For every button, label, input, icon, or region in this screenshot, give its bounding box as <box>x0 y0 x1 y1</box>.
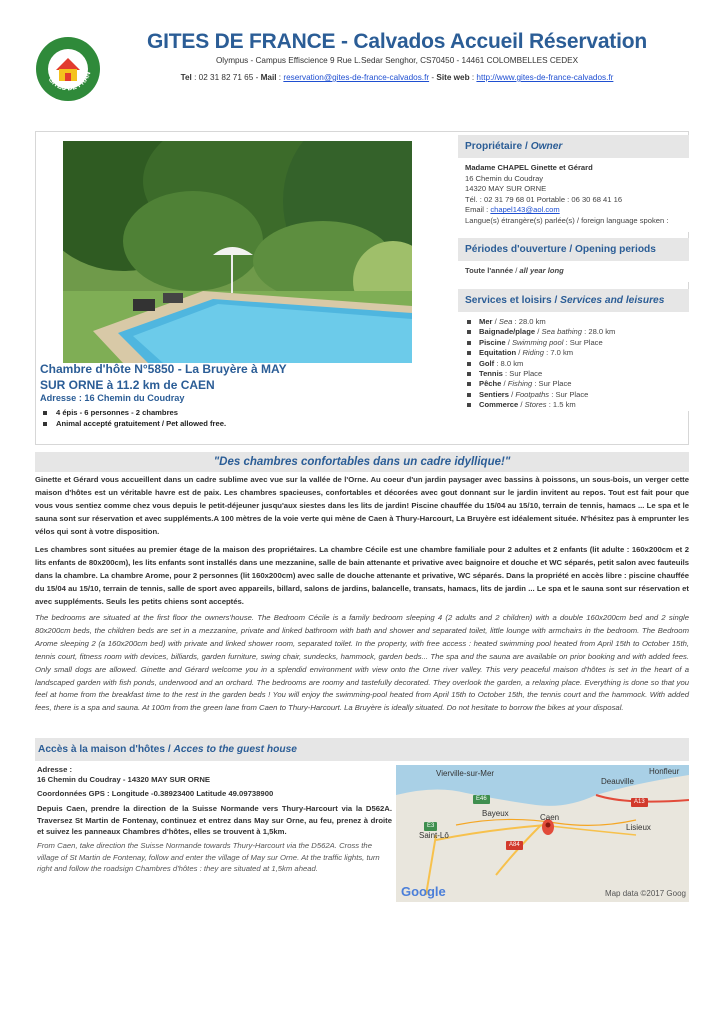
periods-heading-en: Opening periods <box>575 244 656 255</box>
owner-phone: Tél. : 02 31 79 68 01 Portable : 06 30 68 41 16 <box>465 194 623 204</box>
service-value: : 7.0 km <box>546 348 574 358</box>
service-item: Pêche / Fishing : Sur Place <box>465 379 682 389</box>
listing-address: Adresse : 16 Chemin du Coudray <box>40 393 185 403</box>
list-item: Animal accepté gratuitement / Pet allowed free. <box>41 419 246 430</box>
header-address: Olympus - Campus Effiscience 9 Rue L.Sedar Senghor, CS70450 - 14461 COLOMBELLES CEDEX <box>215 56 579 65</box>
service-name-en: Sea bathing <box>541 327 583 337</box>
opening-periods-panel <box>458 238 689 282</box>
access-address-label: Adresse : <box>37 765 73 774</box>
service-item: Mer / Sea : 28.0 km <box>465 317 682 327</box>
google-logo: Google <box>401 884 446 899</box>
map-label-caen: Caen <box>540 813 560 822</box>
service-value: : 28.0 km <box>584 327 616 337</box>
service-value: : 28.0 km <box>514 317 546 326</box>
listing-summary <box>35 131 689 445</box>
header-contact: Tel : 02 31 82 71 65 - Mail : reservation@gites-de-france-calvados.fr - Site web : http://www.gites-de-france-calvados.fr <box>180 73 614 82</box>
road-badge-a13: A13 <box>631 798 648 807</box>
map-label-lisieux: Lisieux <box>626 823 651 832</box>
access-heading-en: Acces to the guest house <box>173 744 297 755</box>
map-label-deauville: Deauville <box>601 777 634 786</box>
road-badge-a84: A84 <box>506 841 523 850</box>
service-name: Sentiers <box>479 389 509 399</box>
service-name: Commerce <box>479 400 519 410</box>
service-name-en: Riding <box>522 348 544 358</box>
service-value: : Sur Place <box>565 337 603 347</box>
services-heading: Services et loisirs / Services and leisures <box>458 289 689 312</box>
gites-de-france-logo <box>35 36 101 102</box>
service-name: Equitation <box>479 348 517 358</box>
service-name: Mer <box>479 317 493 326</box>
description-en-paragraph: The bedrooms are situated at the first floor the owners'house. The Bedroom Cécile is a family bedroom sleeping 4 (2 adults and 2 children) with a double 160x200cm bed and 2 single 80x200cm beds, the children beds are set in a mezzanine, private and linked bathroom with bath and shower and separated toilet, little lounge with armchairs in the bedroom. The Bedroom Arome sleeping 2 (a 160x200cm bed) with private and linked shower room, separated toilet. In the property, with free access : heated swimming pool heated from April 15th to October 15th, tennis court, fitness room with devices, billiards, garden furniture, swing chair, sundecks, hammock, garden beds... The spa and the sauna are available on prior booking and with added fees. Only small dogs are allowed. Ginette and Gérard welcome you in a splendid environment with view onto the Orne river valley. This very peaceful maison d'hôtes is set in the heart of a landscaped garden with fish ponds, underwood and an orchard. The bedrooms are roomy and tastefully decorated. They overlook the garden, a relaxing place. Everything is done so that you feel at home from the breakfast time to the rest in the garden beds ! You will enjoy the swimming-pool heated from April 15th to October 15th, the tennis court and the hammock. With added fees, there is a spa and sauna. At 100m from the green lane from Caen to Thury-Harcourt. La Bruyère is ideally situated. Do not hesitate to borrow the bikes at your disposal. <box>35 613 689 713</box>
map-label-bayeux: Bayeux <box>482 809 509 818</box>
service-item: Commerce / Stores : 1.5 km <box>465 400 682 410</box>
owner-street: 16 Chemin du Coudray <box>465 173 544 183</box>
service-name-en: Fishing <box>507 379 533 389</box>
service-name: Pêche <box>479 379 502 389</box>
owner-city: 14320 MAY SUR ORNE <box>465 184 547 194</box>
access-heading-fr: Accès à la maison d'hôtes <box>38 744 165 755</box>
owner-heading-fr: Propriétaire <box>465 141 523 152</box>
service-item: Baignade/plage / Sea bathing : 28.0 km <box>465 327 682 337</box>
list-item: 4 épis - 6 personnes - 2 chambres <box>41 408 246 419</box>
service-name-en: Stores <box>524 400 547 410</box>
tel-label: Tel <box>180 73 192 82</box>
web-label: Site web <box>436 73 470 82</box>
service-value: : 8.0 km <box>496 358 524 368</box>
access-heading: Accès à la maison d'hôtes / Acces to the guest house <box>35 738 689 761</box>
listing-features <box>41 408 246 429</box>
service-item: Piscine / Swimming pool : Sur Place <box>465 338 682 348</box>
service-item: Equitation / Riding : 7.0 km <box>465 348 682 358</box>
service-name: Tennis <box>479 369 503 379</box>
service-name-en: Sea <box>498 317 513 326</box>
periods-value: Toute l'année / all year long <box>465 266 564 275</box>
service-value: : 1.5 km <box>548 400 576 410</box>
service-item <box>465 359 682 369</box>
page-title: GITES DE FRANCE - Calvados Accueil Réservation <box>147 30 647 53</box>
logo-text: GITES DE FRAN <box>46 70 93 93</box>
road-badge-e3: E3 <box>424 822 437 831</box>
map-credit: Map data ©2017 Goog <box>604 889 686 898</box>
owner-heading-en: Owner <box>530 141 563 152</box>
gps-coordinates: Coordonnées GPS : Longitude -0.38923400 Latitude 49.09738900 <box>37 789 274 798</box>
service-item <box>465 369 682 379</box>
owner-name: Madame CHAPEL Ginette et Gérard <box>465 163 593 172</box>
service-value: : Sur Place <box>551 389 589 399</box>
access-address: 16 Chemin du Coudray - 14320 MAY SUR ORNE <box>37 775 211 784</box>
service-name: Piscine <box>479 337 506 347</box>
services-heading-fr: Services et loisirs <box>465 295 552 306</box>
periods-heading-fr: Périodes d'ouverture <box>465 244 567 255</box>
description-quote: "Des chambres confortables dans un cadre idyllique!" <box>35 452 689 472</box>
directions-en: From Caen, take direction the Suisse Normande towards Thury-Harcourt via the D562A. Cross the village of St Martin de Fontenay, follow and enter the village of May sur Orne. At the traffic lights, turn right and follow the roadsign Chambres d'hôtes : they are situated at 1,5km ahead. <box>37 841 380 873</box>
listing-title: Chambre d'hôte N°5850 - La Bruyère à MAY SUR ORNE à 11.2 km de CAEN <box>40 362 287 392</box>
owner-email-label: Email : <box>465 205 489 215</box>
services-panel <box>458 289 689 411</box>
owner-heading: Propriétaire / Owner <box>458 135 689 158</box>
service-item: Sentiers / Footpaths : Sur Place <box>465 390 682 400</box>
periods-value-fr: Toute l'année <box>465 266 514 275</box>
pool-photo <box>63 141 412 363</box>
services-list <box>458 312 689 411</box>
tel-value: : 02 31 82 71 65 - <box>194 73 259 82</box>
description-fr-paragraph-2: Les chambres sont situées au premier étage de la maison des propriétaires. La chambre Cécile est une chambre familiale pour 2 adultes et 2 enfants (lit adulte : 160x200cm et 2 lits enfants de 80x200cm), les lits enfants sont installés dans une mezzanine, salle de bain attenante et privative avec baignoire et douche et WC séparés, petit salon avec fauteuils dans la chambre. La chambre Arome, pour 2 personnes (lit 160x200cm) avec salle de douche attenante et privative, WC séparés. Dans la propriété en accès libre : piscine chauffée du 15/04 au 15/10, terrain de tennis, salle de sport avec appareils, billard, salons de jardins, balancelle, transats, hamacs, lits de jardin ... Le spa et le sauna sont sur réservation et avec suppléments. Seuls les petits chiens sont acceptés. <box>35 545 689 606</box>
service-value: : Sur Place <box>534 379 572 389</box>
map-label-vierville: Vierville-sur-Mer <box>436 769 495 778</box>
owner-details <box>458 158 689 232</box>
owner-languages: Langue(s) étrangère(s) parlée(s) / foreign language spoken : <box>465 215 669 225</box>
directions-fr: Depuis Caen, prendre la direction de la Suisse Normande vers Thury-Harcourt via la D562A. Traversez St Martin de Fontenay, continuez et entrez dans May sur Orne, au feu, prenez à droite et suivez les panneaux Chambres d'hôtes, elles se trouvent à 1,5km. <box>37 804 392 836</box>
service-name: Golf <box>479 358 495 368</box>
mail-label: Mail <box>260 73 277 82</box>
map-label-honfleur: Honfleur <box>649 767 680 776</box>
owner-panel <box>458 135 689 232</box>
periods-heading: Périodes d'ouverture / Opening periods <box>458 238 689 261</box>
description-fr-paragraph-1: Ginette et Gérard vous accueillent dans un cadre sublime avec vue sur la vallée de l'Orne. Au coeur d'un jardin paysager avec bassins à poissons, un sous-bois, un verger cette maison d'hôtes est un véritable havre est de paix. Les chambres spacieuses, confortables et décorées avec gout donnant sur le jardin invitent au repos. Tout est fait pour que vous vous sentiez comme chez vous depuis le petit-déjeuner jusqu'aux siestes dans les lits de jardin! Piscine chauffée du 15/04 au 15/10, terrain de tennis, hamacs ... Le spa et le sauna sont sur réservation et avec suppléments.A 100 mètres de la voie verte qui mène de Caen à Thury-Harcourt, La Bruyère est idéalement située. N'hésitez pas à emprunter les vélos qui sont à votre disposition. <box>35 475 689 536</box>
mail-link[interactable]: reservation@gites-de-france-calvados.fr <box>283 73 430 82</box>
service-name-en: Swimming pool <box>511 337 564 347</box>
services-heading-en: Services and leisures <box>560 295 665 306</box>
road-badge-e46: E46 <box>473 795 490 804</box>
location-map[interactable] <box>396 765 689 902</box>
service-name-en: Footpaths <box>515 389 550 399</box>
service-name: Baignade/plage <box>479 327 536 337</box>
service-value: : Sur Place <box>505 369 543 379</box>
website-link[interactable]: http://www.gites-de-france-calvados.fr <box>476 73 614 82</box>
periods-value-en: all year long <box>519 266 564 275</box>
owner-email-link[interactable]: chapel143@aol.com <box>490 205 560 215</box>
map-label-saint-lo: Saint-Lô <box>419 831 449 840</box>
